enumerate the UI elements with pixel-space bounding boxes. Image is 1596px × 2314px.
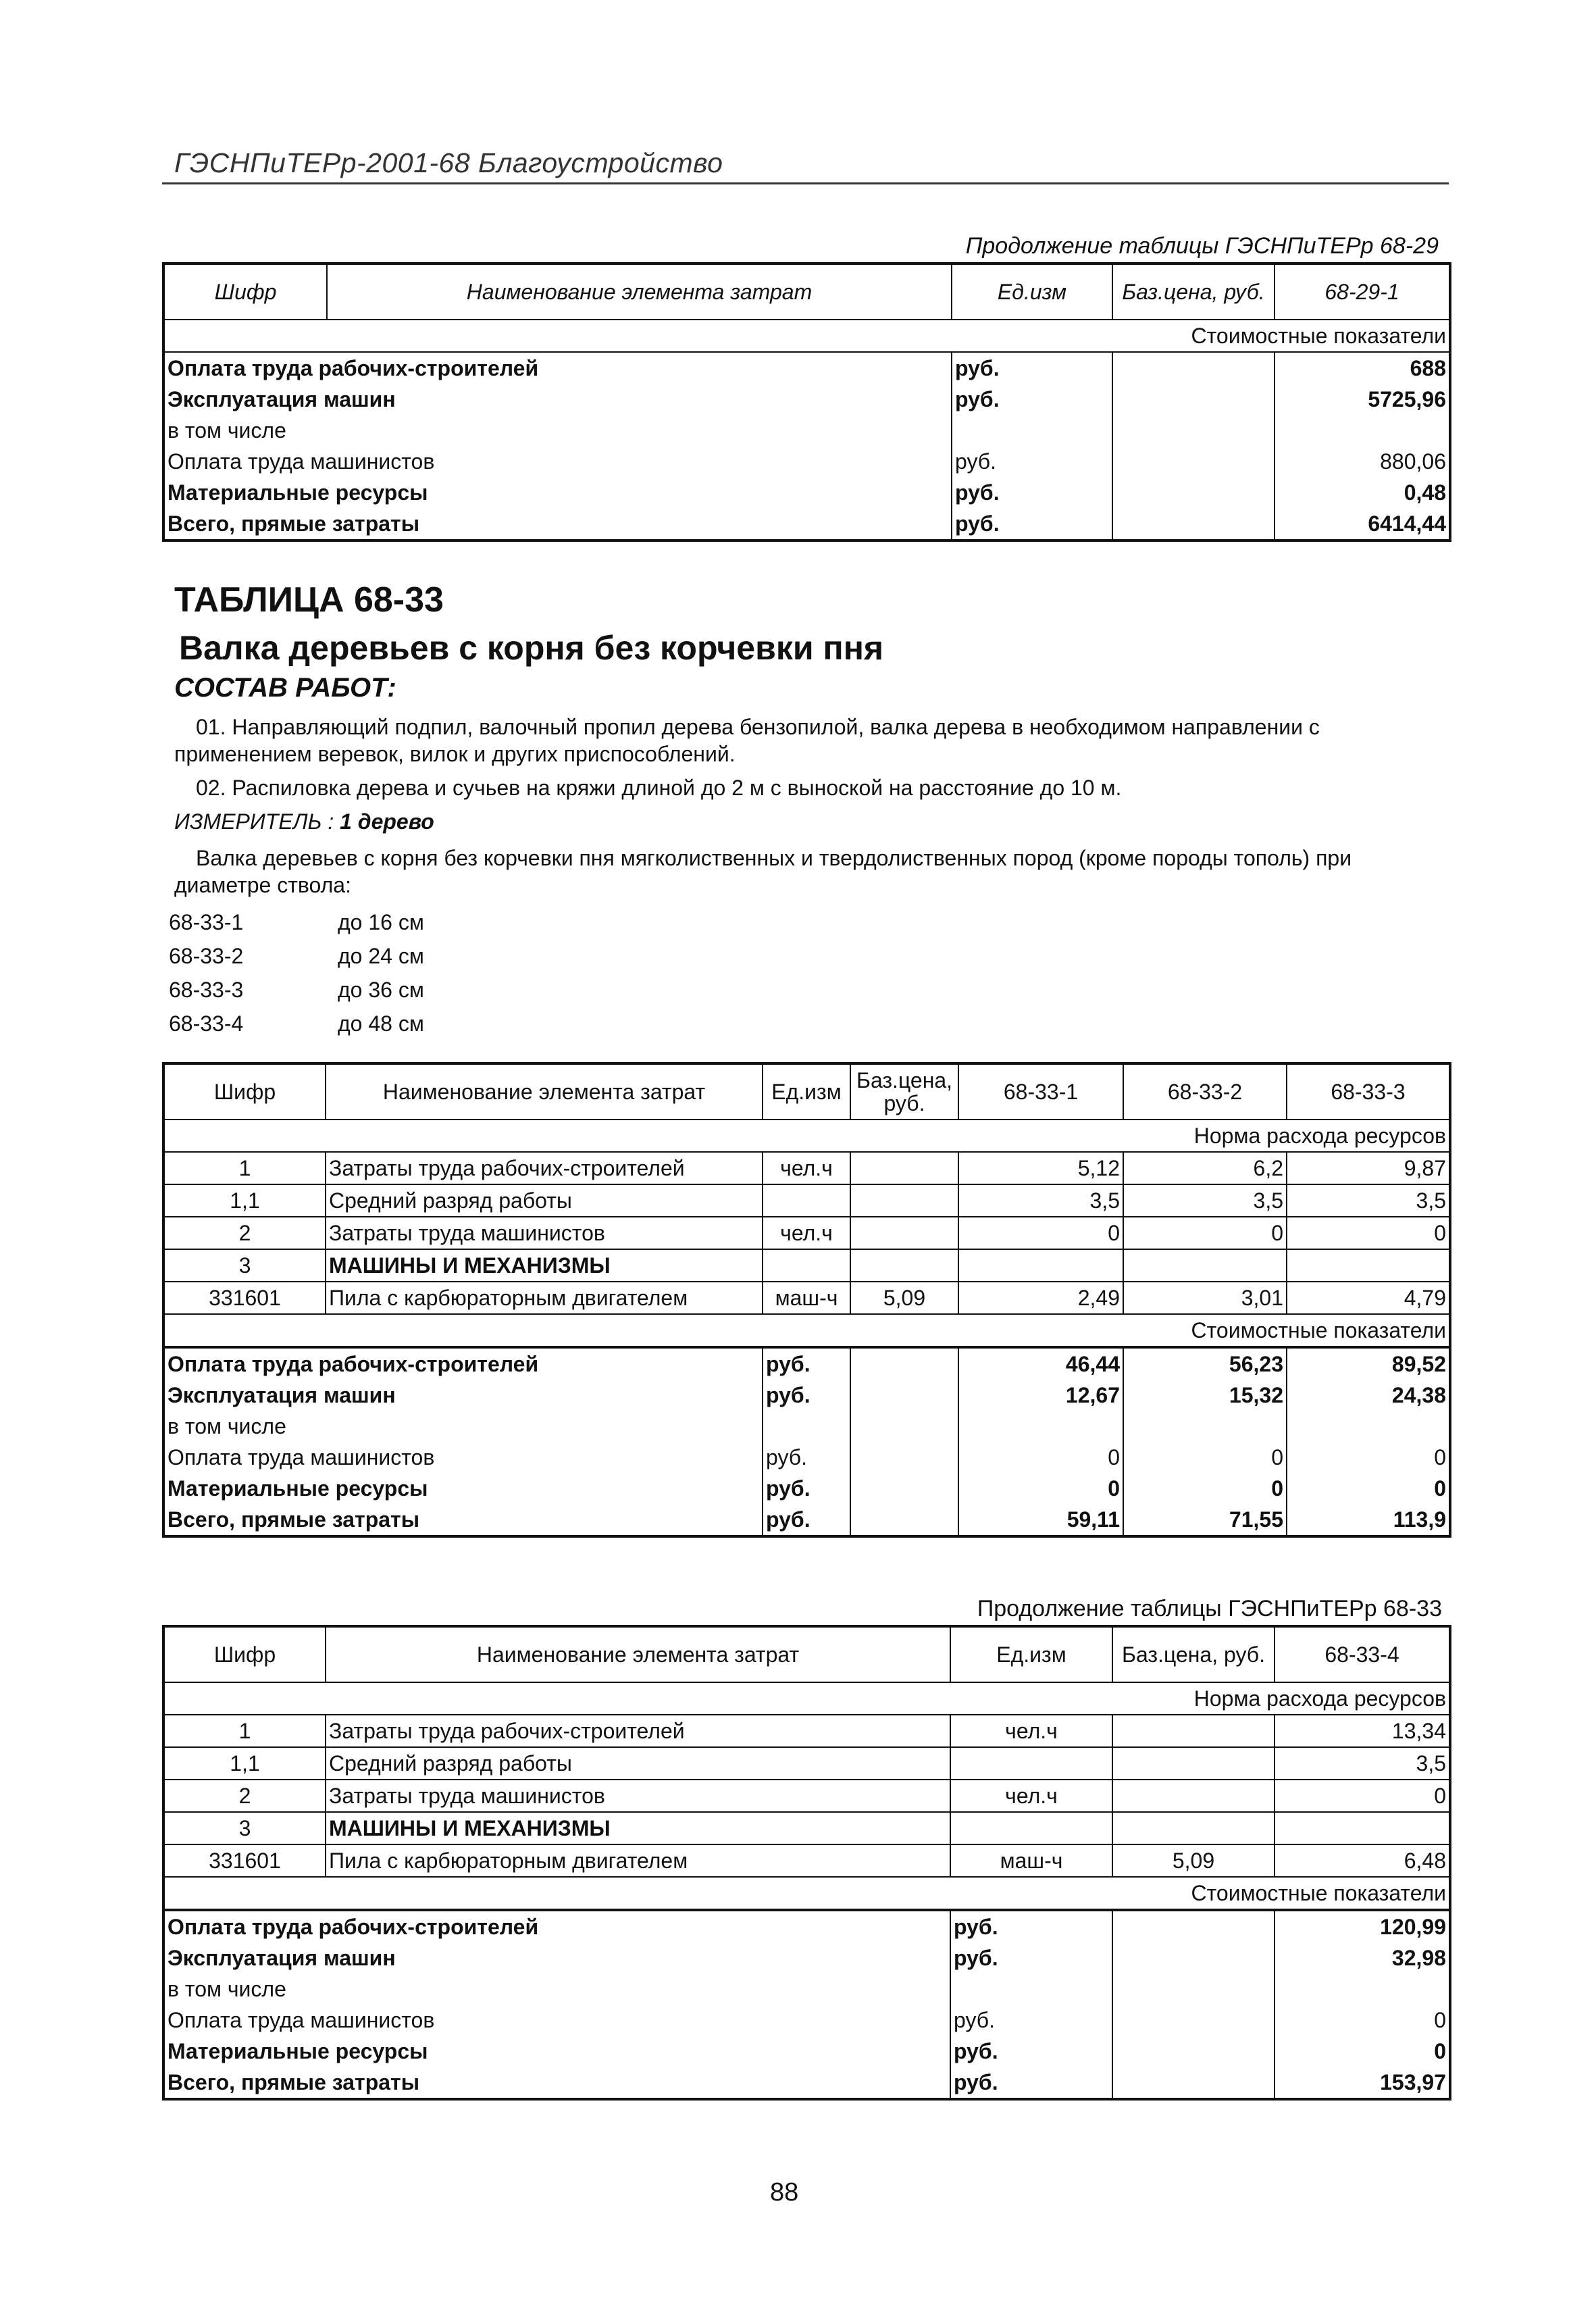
row-price [850,1504,958,1536]
row-name: Всего, прямые затраты [163,508,952,540]
table1-body [163,352,1450,540]
row-code: 1 [163,1152,326,1184]
table-row [163,1249,1450,1282]
row-code: 331601 [163,1282,326,1314]
t3-col-name: Наименование элемента затрат [326,1626,950,1682]
row-value-68-33-2: 0 [1123,1473,1287,1504]
row-price [850,1152,958,1184]
row-name: Оплата труда машинистов [163,446,952,477]
row-price [1112,477,1275,508]
t3-col-unit: Ед.изм [950,1626,1112,1682]
row-name: в том числе [163,415,952,446]
row-unit: руб. [952,352,1112,384]
table-row [163,1812,1450,1844]
row-value-68-33-4: 0 [1275,1780,1450,1812]
row-value-68-33-3 [1287,1249,1450,1282]
table-row [163,446,1450,477]
t3-col-68-33-4: 68-33-4 [1275,1626,1450,1682]
table-row [163,1380,1450,1411]
row-price [1112,415,1275,446]
row-code: 331601 [163,1844,326,1877]
table-row [163,1217,1450,1249]
row-unit: маш-ч [763,1282,850,1314]
row-price [850,1217,958,1249]
row-name: Материальные ресурсы [163,1473,763,1504]
row-name: Эксплуатация машин [163,1942,950,1973]
row-value [1275,415,1450,446]
row-value-68-33-3: 0 [1287,1217,1450,1249]
row-name: Оплата труда рабочих-строителей [163,352,952,384]
table-row [163,415,1450,446]
row-code: 3 [163,1249,326,1282]
table-row [163,477,1450,508]
row-price [1112,1715,1275,1747]
row-unit: маш-ч [950,1844,1112,1877]
row-value-68-33-2: 3,5 [1123,1184,1287,1217]
row-name: Оплата труда машинистов [163,2005,950,2036]
row-code: 2 [163,1217,326,1249]
row-unit: руб. [950,2005,1112,2036]
row-name: Затраты труда машинистов [326,1780,950,1812]
row-value-68-33-3: 24,38 [1287,1380,1450,1411]
table-row [163,1780,1450,1812]
row-unit: руб. [763,1442,850,1473]
table3-continuation: Продолжение таблицы ГЭСНПиТЕРр 68-33 [977,1596,1442,1621]
row-value-68-33-1 [958,1411,1123,1442]
row-value-68-33-2: 71,55 [1123,1504,1287,1536]
row-value-68-33-1: 0 [958,1473,1123,1504]
table-row [163,1747,1450,1780]
row-value-68-33-3 [1287,1411,1450,1442]
row-unit: чел.ч [950,1780,1112,1812]
row-unit: руб. [763,1473,850,1504]
row-name: в том числе [163,1411,763,1442]
description-line-2: диаметре ствола: [174,873,351,897]
row-value-68-33-4: 0 [1275,2036,1450,2067]
row-value-68-33-1: 59,11 [958,1504,1123,1536]
row-unit [763,1249,850,1282]
row-price [850,1411,958,1442]
t1-col-name: Наименование элемента затрат [327,263,952,320]
row-price [1112,1747,1275,1780]
row-price [1112,1942,1275,1973]
row-value-68-33-1: 2,49 [958,1282,1123,1314]
t3-col-code: Шифр [163,1626,326,1682]
row-name: МАШИНЫ И МЕХАНИЗМЫ [326,1249,763,1282]
row-value-68-33-2: 0 [1123,1442,1287,1473]
row-unit: чел.ч [763,1217,850,1249]
measure-label: ИЗМЕРИТЕЛЬ : [174,809,334,834]
row-unit: чел.ч [950,1715,1112,1747]
table-title: ТАБЛИЦА 68-33 [174,580,444,620]
table-row [163,2067,1450,2099]
table-row [163,1715,1450,1747]
row-name: Оплата труда рабочих-строителей [163,1910,950,1942]
t2-col-unit: Ед.изм [763,1063,850,1120]
row-price [1112,2036,1275,2067]
row-unit: руб. [952,477,1112,508]
row-price [1112,1973,1275,2005]
row-price [850,1473,958,1504]
row-name: Всего, прямые затраты [163,1504,763,1536]
table3-norm-body [163,1715,1450,1877]
table-row [163,1973,1450,2005]
row-price [850,1249,958,1282]
row-price [1112,1910,1275,1942]
row-unit [763,1411,850,1442]
table-row [163,1282,1450,1314]
row-unit: руб. [952,446,1112,477]
t3-section-cost: Стоимостные показатели [163,1877,1450,1910]
table-row [163,2036,1450,2067]
work-heading: СОСТАВ РАБОТ: [174,673,396,703]
row-price: 5,09 [1112,1844,1275,1877]
row-price [1112,384,1275,415]
t2-section-norm: Норма расхода ресурсов [163,1120,1450,1152]
row-unit [950,1973,1112,2005]
measure-value: 1 дерево [340,809,434,834]
t2-col-68-33-2: 68-33-2 [1123,1063,1287,1120]
row-value-68-33-3: 0 [1287,1473,1450,1504]
table-row [163,1184,1450,1217]
row-value-68-33-2: 0 [1123,1217,1287,1249]
row-value-68-33-4 [1275,1812,1450,1844]
table-row [163,1442,1450,1473]
row-value-68-33-3: 89,52 [1287,1347,1450,1380]
row-name: Эксплуатация машин [163,1380,763,1411]
row-price [850,1184,958,1217]
t2-col-68-33-3: 68-33-3 [1287,1063,1450,1120]
row-name: Затраты труда рабочих-строителей [326,1715,950,1747]
table-row [163,2005,1450,2036]
row-code: 2 [163,1780,326,1812]
row-name: Средний разряд работы [326,1747,950,1780]
variant-item: 68-33-1 до 16 см [169,910,424,934]
row-name: в том числе [163,1973,950,2005]
measure [174,808,434,835]
row-value-68-33-1 [958,1249,1123,1282]
row-name: Материальные ресурсы [163,477,952,508]
row-name: Пила с карбюраторным двигателем [326,1282,763,1314]
row-unit: руб. [763,1504,850,1536]
row-value-68-33-4: 120,99 [1275,1910,1450,1942]
row-name: Затраты труда рабочих-строителей [326,1152,763,1184]
t2-col-code: Шифр [163,1063,326,1120]
row-price: 5,09 [850,1282,958,1314]
row-unit: руб. [763,1347,850,1380]
row-value-68-33-4 [1275,1973,1450,2005]
row-value-68-33-2 [1123,1411,1287,1442]
row-value-68-33-4: 6,48 [1275,1844,1450,1877]
row-value-68-33-1: 0 [958,1217,1123,1249]
row-unit [950,1747,1112,1780]
table3 [162,1625,1451,2101]
row-value-68-33-3: 3,5 [1287,1184,1450,1217]
row-value: 880,06 [1275,446,1450,477]
table2 [162,1062,1451,1538]
table-row [163,1844,1450,1877]
row-value-68-33-4: 3,5 [1275,1747,1450,1780]
variant-list [169,905,424,1040]
description-line-1: Валка деревьев с корня без корчевки пня мягколиственных и твердолиственных пород (кроме породы тополь) при [196,846,1352,870]
row-name: МАШИНЫ И МЕХАНИЗМЫ [326,1812,950,1844]
row-unit: руб. [952,508,1112,540]
row-value-68-33-4: 0 [1275,2005,1450,2036]
running-header: ГЭСНПиТЕРр-2001-68 Благоустройство [174,147,723,178]
row-price [1112,1780,1275,1812]
row-name: Пила с карбюраторным двигателем [326,1844,950,1877]
row-unit: руб. [950,1910,1112,1942]
row-value: 688 [1275,352,1450,384]
row-price [1112,508,1275,540]
row-name: Материальные ресурсы [163,2036,950,2067]
row-name: Эксплуатация машин [163,384,952,415]
row-value-68-33-4: 153,97 [1275,2067,1450,2099]
row-value-68-33-4: 13,34 [1275,1715,1450,1747]
row-value-68-33-3: 9,87 [1287,1152,1450,1184]
row-unit [950,1812,1112,1844]
row-unit: руб. [763,1380,850,1411]
work-line-3: 02. Распиловка дерева и сучьев на кряжи длиной до 2 м с выноской на расстояние до 10 м. [196,776,1122,800]
t1-section-cost: Стоимостные показатели [163,320,1450,352]
row-value-68-33-3: 113,9 [1287,1504,1450,1536]
table-subtitle: Валка деревьев с корня без корчевки пня [179,629,884,667]
table-row [163,1411,1450,1442]
row-value: 6414,44 [1275,508,1450,540]
row-price [1112,2005,1275,2036]
page-number: 88 [770,2178,799,2207]
table1 [162,262,1451,542]
row-value-68-33-1: 5,12 [958,1152,1123,1184]
row-unit: руб. [952,384,1112,415]
row-price [1112,446,1275,477]
work-line-1: 01. Направляющий подпил, валочный пропил дерева бензопилой, валка дерева в необходимом направлении с [196,715,1320,739]
row-value-68-33-2: 56,23 [1123,1347,1287,1380]
row-value-68-33-1: 12,67 [958,1380,1123,1411]
table2-cost-body [163,1347,1450,1536]
row-name: Средний разряд работы [326,1184,763,1217]
row-value-68-33-2 [1123,1249,1287,1282]
table-row [163,352,1450,384]
row-unit: руб. [950,1942,1112,1973]
t1-col-code: Шифр [163,263,327,320]
row-value: 0,48 [1275,477,1450,508]
table-row [163,1942,1450,1973]
row-unit [952,415,1112,446]
table-row [163,1910,1450,1942]
row-price [850,1442,958,1473]
table-row [163,1347,1450,1380]
row-price [1112,352,1275,384]
row-code: 3 [163,1812,326,1844]
table3-cost-body [163,1910,1450,2099]
row-unit: руб. [950,2067,1112,2099]
row-value-68-33-1: 46,44 [958,1347,1123,1380]
table-row [163,1152,1450,1184]
t1-col-price: Баз.цена, руб. [1112,263,1275,320]
table-row [163,384,1450,415]
row-code: 1,1 [163,1747,326,1780]
t3-col-price: Баз.цена, руб. [1112,1626,1275,1682]
variant-item: 68-33-3 до 36 см [169,978,424,1002]
table-row [163,1504,1450,1536]
table-row [163,508,1450,540]
row-price [850,1347,958,1380]
row-price [1112,2067,1275,2099]
row-name: Всего, прямые затраты [163,2067,950,2099]
row-name: Затраты труда машинистов [326,1217,763,1249]
row-value-68-33-3: 4,79 [1287,1282,1450,1314]
row-value: 5725,96 [1275,384,1450,415]
row-value-68-33-2: 3,01 [1123,1282,1287,1314]
t1-col-unit: Ед.изм [952,263,1112,320]
row-code: 1 [163,1715,326,1747]
t2-col-name: Наименование элемента затрат [326,1063,763,1120]
row-name: Оплата труда рабочих-строителей [163,1347,763,1380]
row-code: 1,1 [163,1184,326,1217]
variant-item: 68-33-4 до 48 см [169,1011,424,1036]
row-unit: чел.ч [763,1152,850,1184]
row-name: Оплата труда машинистов [163,1442,763,1473]
row-value-68-33-2: 6,2 [1123,1152,1287,1184]
work-line-2: применением веревок, вилок и других приспособлений. [174,742,736,766]
row-unit [763,1184,850,1217]
t2-col-price: Баз.цена, руб. [850,1063,958,1120]
row-value-68-33-1: 0 [958,1442,1123,1473]
t2-col-68-33-1: 68-33-1 [958,1063,1123,1120]
row-value-68-33-2: 15,32 [1123,1380,1287,1411]
variant-item: 68-33-2 до 24 см [169,944,424,968]
table1-continuation: Продолжение таблицы ГЭСНПиТЕРр 68-29 [965,233,1439,259]
t1-col-code-68-29-1: 68-29-1 [1275,263,1450,320]
row-value-68-33-3: 0 [1287,1442,1450,1473]
t2-section-cost: Стоимостные показатели [163,1314,1450,1347]
t3-section-norm: Норма расхода ресурсов [163,1682,1450,1715]
table-row [163,1473,1450,1504]
row-unit: руб. [950,2036,1112,2067]
table2-norm-body [163,1152,1450,1314]
row-value-68-33-4: 32,98 [1275,1942,1450,1973]
row-price [850,1380,958,1411]
row-price [1112,1812,1275,1844]
row-value-68-33-1: 3,5 [958,1184,1123,1217]
header-rule [162,182,1449,184]
